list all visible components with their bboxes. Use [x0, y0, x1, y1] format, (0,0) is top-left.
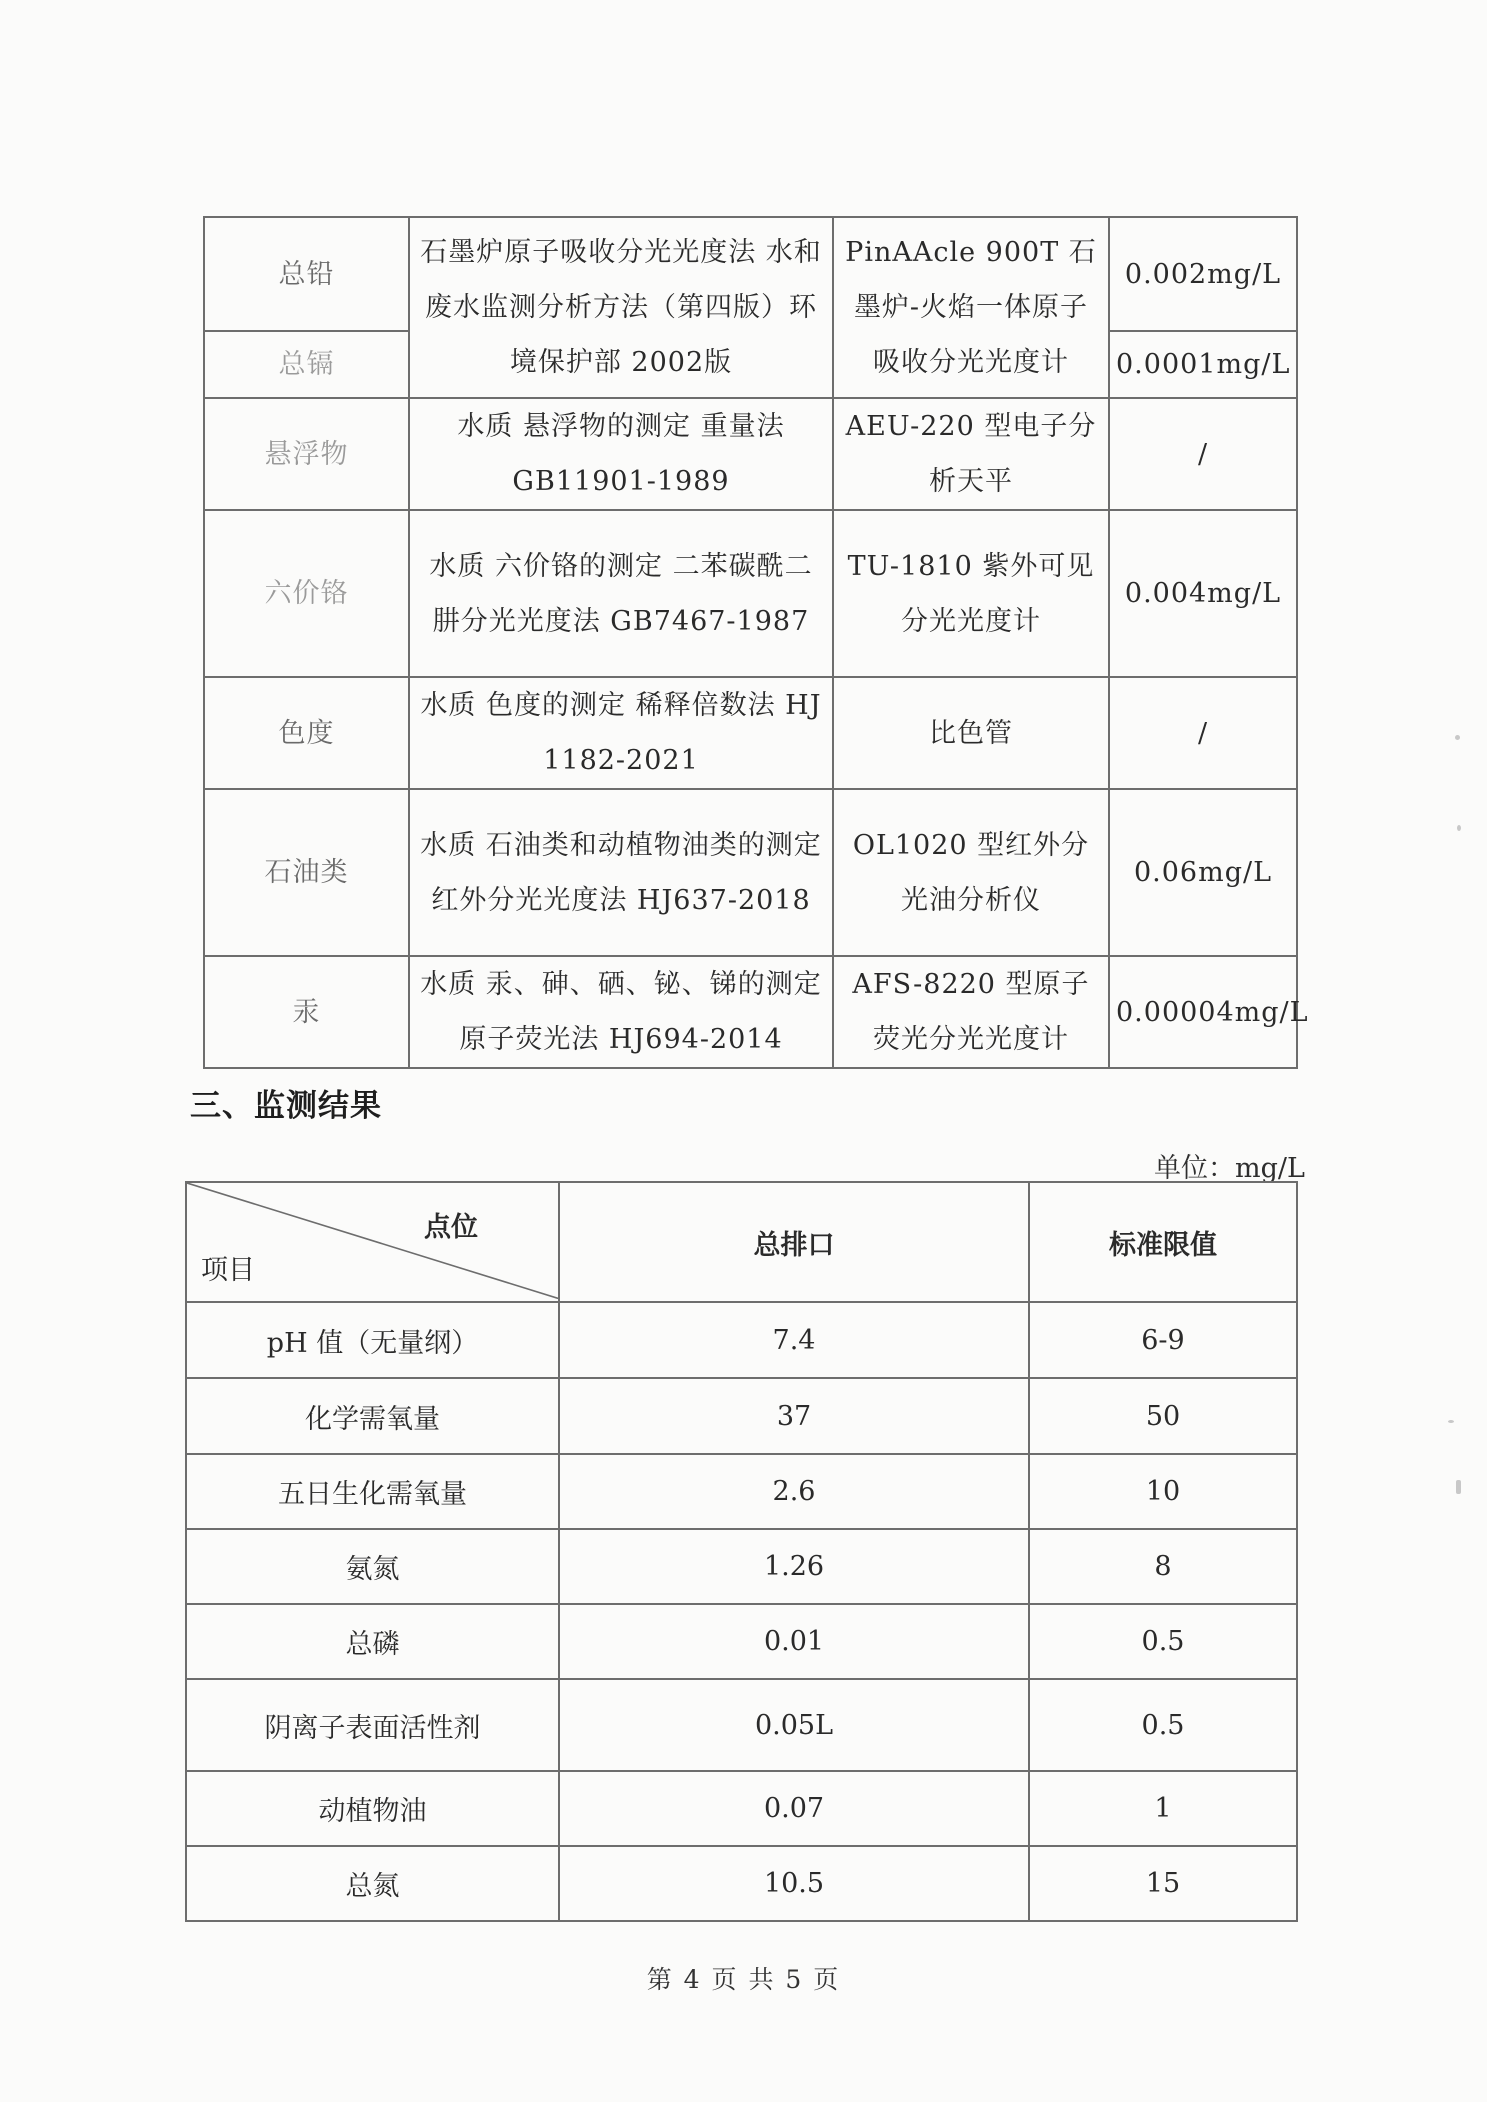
- scan-speck: [1456, 1480, 1461, 1494]
- table-row: [186, 1604, 1297, 1679]
- header-point-label: 点位: [424, 1212, 478, 1243]
- limit-cell: /: [1109, 398, 1297, 510]
- table-row: [204, 956, 1297, 1068]
- unit-label: 单位：mg/L: [1154, 1153, 1305, 1184]
- result-value: 10.5: [559, 1846, 1029, 1921]
- method-cell: 水质 悬浮物的测定 重量法 GB11901-1989: [409, 398, 833, 510]
- instrument-cell: AEU-220 型电子分析天平: [833, 398, 1109, 510]
- table-row: [204, 789, 1297, 956]
- table-row: [186, 1771, 1297, 1846]
- result-value: 0.01: [559, 1604, 1029, 1679]
- table-row: [204, 398, 1297, 510]
- scan-speck: [1448, 1420, 1454, 1423]
- result-limit: 8: [1029, 1529, 1297, 1604]
- result-item: 化学需氧量: [186, 1378, 559, 1454]
- result-value: 0.05L: [559, 1679, 1029, 1771]
- result-limit: 50: [1029, 1378, 1297, 1454]
- table-row: [204, 510, 1297, 677]
- section-heading: 三、监测结果: [190, 1088, 382, 1124]
- result-item: 总磷: [186, 1604, 559, 1679]
- item-cell: 六价铬: [204, 510, 409, 677]
- table-header-row: [186, 1182, 1297, 1302]
- result-value: 0.07: [559, 1771, 1029, 1846]
- scan-speck: [1457, 825, 1461, 831]
- table-row: [186, 1846, 1297, 1921]
- item-cell: 总铅: [204, 217, 409, 331]
- instrument-cell: 比色管: [833, 677, 1109, 789]
- limit-cell: 0.06mg/L: [1109, 789, 1297, 956]
- table-row: [204, 217, 1297, 331]
- result-value: 1.26: [559, 1529, 1029, 1604]
- result-limit: 0.5: [1029, 1604, 1297, 1679]
- result-value: 37: [559, 1378, 1029, 1454]
- result-item: 动植物油: [186, 1771, 559, 1846]
- item-cell: 总镉: [204, 331, 409, 398]
- result-limit: 15: [1029, 1846, 1297, 1921]
- result-limit: 1: [1029, 1771, 1297, 1846]
- result-value: 2.6: [559, 1454, 1029, 1529]
- limit-cell: 0.002mg/L: [1109, 217, 1297, 331]
- table-row: [204, 677, 1297, 789]
- diagonal-header-cell: [186, 1182, 559, 1302]
- instrument-cell: TU-1810 紫外可见分光光度计: [833, 510, 1109, 677]
- method-cell: 水质 汞、砷、硒、铋、锑的测定原子荧光法 HJ694-2014: [409, 956, 833, 1068]
- methods-table: [203, 216, 1309, 1069]
- scan-speck: [1455, 735, 1460, 740]
- header-standard: 标准限值: [1029, 1182, 1297, 1302]
- results-table: [185, 1181, 1298, 1922]
- table-row: [186, 1378, 1297, 1454]
- method-cell: 水质 色度的测定 稀释倍数法 HJ 1182-2021: [409, 677, 833, 789]
- result-item: 总氮: [186, 1846, 559, 1921]
- limit-cell: 0.00004mg/L: [1109, 956, 1297, 1068]
- item-cell: 石油类: [204, 789, 409, 956]
- instrument-cell: OL1020 型红外分光油分析仪: [833, 789, 1109, 956]
- header-item-label: 项目: [201, 1255, 255, 1286]
- limit-cell: 0.0001mg/L: [1109, 331, 1297, 398]
- result-value: 7.4: [559, 1302, 1029, 1378]
- result-item: pH 值（无量纲）: [186, 1302, 559, 1378]
- table-row: [186, 1454, 1297, 1529]
- result-limit: 6-9: [1029, 1302, 1297, 1378]
- page-footer: 第 4 页 共 5 页: [646, 1965, 841, 1994]
- item-cell: 悬浮物: [204, 398, 409, 510]
- limit-cell: 0.004mg/L: [1109, 510, 1297, 677]
- result-limit: 0.5: [1029, 1679, 1297, 1771]
- method-cell: 水质 石油类和动植物油类的测定 红外分光光度法 HJ637-2018: [409, 789, 833, 956]
- result-item: 氨氮: [186, 1529, 559, 1604]
- limit-cell: /: [1109, 677, 1297, 789]
- table-row: [186, 1529, 1297, 1604]
- table-row: [186, 1679, 1297, 1771]
- table-row: [186, 1302, 1297, 1378]
- header-outlet: 总排口: [559, 1182, 1029, 1302]
- method-cell: 水质 六价铬的测定 二苯碳酰二肼分光光度法 GB7467-1987: [409, 510, 833, 677]
- item-cell: 色度: [204, 677, 409, 789]
- instrument-cell: PinAAcle 900T 石墨炉-火焰一体原子吸收分光光度计: [833, 217, 1109, 398]
- result-item: 阴离子表面活性剂: [186, 1679, 559, 1771]
- instrument-cell: AFS-8220 型原子荧光分光光度计: [833, 956, 1109, 1068]
- result-limit: 10: [1029, 1454, 1297, 1529]
- result-item: 五日生化需氧量: [186, 1454, 559, 1529]
- item-cell: 汞: [204, 956, 409, 1068]
- method-cell: 石墨炉原子吸收分光光度法 水和废水监测分析方法（第四版）环境保护部 2002版: [409, 217, 833, 398]
